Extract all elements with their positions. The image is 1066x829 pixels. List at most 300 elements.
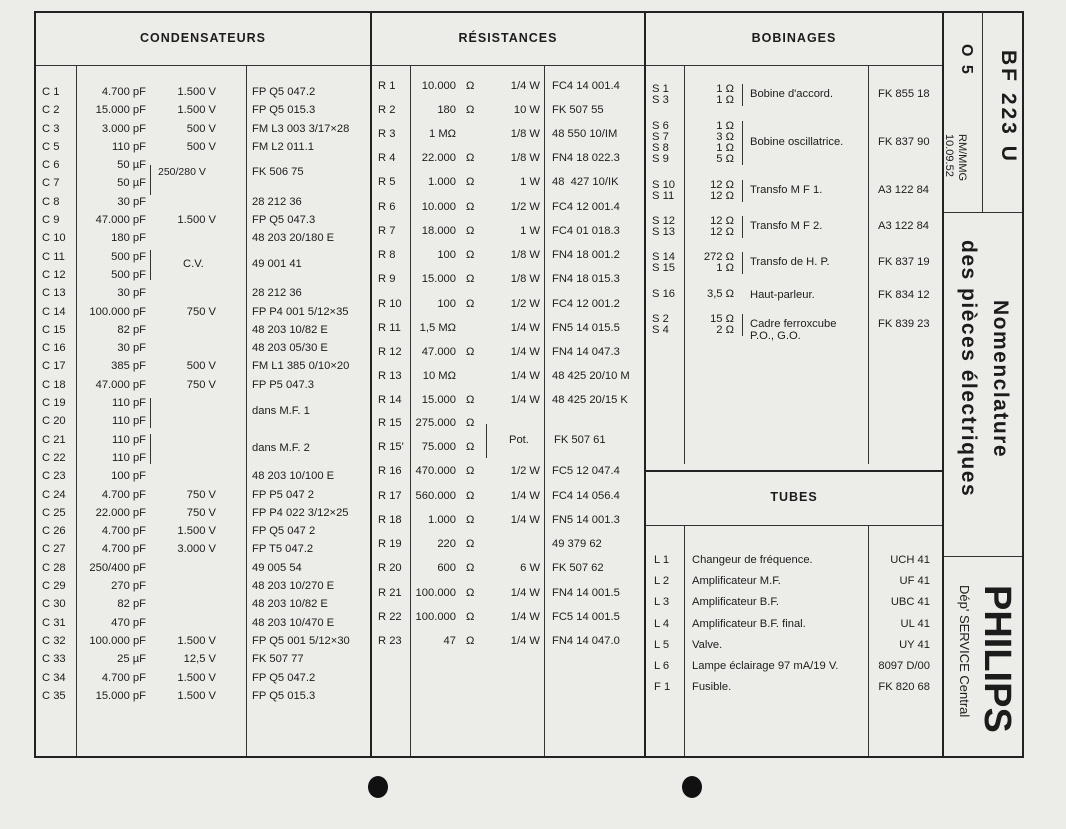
res-part: FK 507 62 <box>552 562 604 574</box>
cond-value: 47.000 pF <box>95 214 146 227</box>
cond-group-voltage: C.V. <box>183 258 204 270</box>
res-value: 470.000 <box>415 465 456 477</box>
cond-ref: C 33 <box>42 653 66 666</box>
res-part: FK 507 55 <box>552 104 604 116</box>
tube-type: UF 41 <box>899 575 930 588</box>
cond-value: 47.000 pF <box>95 378 146 391</box>
coil-refs: S 12 S 13 <box>652 215 676 238</box>
res-ref: R 23 <box>378 635 402 647</box>
coil-description: Bobine d'accord. <box>750 88 833 100</box>
cond-value: 470 pF <box>111 616 146 629</box>
cond-value: 50 µF <box>117 177 146 190</box>
cond-voltage: 1.500 V <box>177 671 216 684</box>
res-unit: Ω <box>466 611 475 623</box>
res-unit: Ω <box>466 249 475 261</box>
column-rule <box>544 66 545 756</box>
coil-part: FK 837 19 <box>878 256 930 268</box>
res-part: FN4 14 047.3 <box>552 346 620 358</box>
punch-hole <box>682 776 702 798</box>
brace <box>742 252 744 274</box>
res-value: 220 <box>437 538 456 550</box>
brace <box>150 398 153 428</box>
res-part: FC4 14 001.4 <box>552 80 620 92</box>
cond-ref: C 26 <box>42 525 66 538</box>
res-ref: R 18 <box>378 514 402 526</box>
heading-condensateurs: CONDENSATEURS <box>140 31 266 45</box>
res-ref: R 14 <box>378 394 402 406</box>
res-part: 49 379 62 <box>552 538 602 550</box>
res-unit: Ω <box>466 298 475 310</box>
res-power: 1/4 W <box>510 346 540 358</box>
cond-part: 48 203 10/100 E <box>252 470 335 483</box>
cond-part: FP P5 047 2 <box>252 488 314 501</box>
res-ref: R 6 <box>378 201 396 213</box>
coil-values: 272 Ω 1 Ω <box>703 251 734 274</box>
cond-ref: C 20 <box>42 415 66 428</box>
res-part: 48 427 10/IK <box>552 176 619 188</box>
cond-voltage <box>150 339 216 357</box>
cond-voltage: 1.500 V <box>177 689 216 702</box>
res-unit: Ω <box>466 176 475 188</box>
tube-description: Amplificateur M.F. <box>692 575 781 588</box>
res-power: 1/4 W <box>510 394 540 406</box>
res-unit: Ω <box>466 490 475 502</box>
res-power: 1/2 W <box>510 298 540 310</box>
cond-part: FP Q5 001 5/12×30 <box>252 634 350 647</box>
cond-value: 30 pF <box>117 195 146 208</box>
cond-voltage: 750 V <box>186 378 216 391</box>
res-value: 100 <box>437 249 456 261</box>
heading-bobinages: BOBINAGES <box>751 31 837 45</box>
res-ref: R 13 <box>378 370 402 382</box>
model-number: BF 223 U <box>997 50 1020 164</box>
res-power: 1/2 W <box>510 201 540 213</box>
cond-voltage: 1.500 V <box>177 214 216 227</box>
res-power: 1/4 W <box>510 322 540 334</box>
cond-voltage: 1.500 V <box>177 634 216 647</box>
cond-value: 4.700 pF <box>101 671 146 684</box>
column-rule <box>684 66 685 464</box>
cond-ref: C 22 <box>42 451 66 464</box>
res-value: 22.000 <box>421 152 456 164</box>
title-line-2: des pièces électriques <box>957 240 980 498</box>
res-value: 15.000 <box>421 273 456 285</box>
cond-ref: C 15 <box>42 323 66 336</box>
tube-ref: L 6 <box>654 660 670 672</box>
cond-ref: C 7 <box>42 177 60 190</box>
title-line-1: Nomenclature <box>989 300 1012 459</box>
cond-value: 25 µF <box>117 653 146 666</box>
cond-part: FP Q5 047.3 <box>252 214 316 227</box>
panel-rule <box>944 212 1022 213</box>
res-ref: R 11 <box>378 322 401 334</box>
cond-voltage <box>150 412 216 430</box>
res-ref: R 12 <box>378 346 402 358</box>
header-rule <box>646 65 942 66</box>
cond-ref: C 13 <box>42 287 66 300</box>
res-power: 1/4 W <box>510 611 540 623</box>
brace <box>742 216 744 238</box>
cond-value: 4.700 pF <box>101 543 146 556</box>
coil-description: Haut-parleur. <box>750 289 815 301</box>
res-part: FN4 14 001.5 <box>552 587 620 599</box>
coil-part: A3 122 84 <box>878 184 930 196</box>
res-power: 1/4 W <box>510 514 540 526</box>
cond-part: FM L1 385 0/10×20 <box>252 360 350 373</box>
res-unit: Ω <box>466 273 475 285</box>
cond-voltage: 12,5 V <box>183 653 216 666</box>
cond-ref: C 31 <box>42 616 66 629</box>
res-part: 48 425 20/10 M <box>552 370 630 382</box>
res-part-column <box>552 80 644 680</box>
cond-voltage: 750 V <box>186 506 216 519</box>
coil-refs: S 16 <box>652 288 676 300</box>
res-ref: R 17 <box>378 490 402 502</box>
res-unit: Ω <box>466 635 475 647</box>
res-value: 1.000 <box>428 176 456 188</box>
brace <box>150 434 153 464</box>
cond-value: 4.700 pF <box>101 86 146 98</box>
res-group-power: Pot. <box>509 434 529 446</box>
res-part: FC4 01 018.3 <box>552 225 620 237</box>
cond-voltage <box>150 284 216 302</box>
res-unit: Ω <box>466 346 475 358</box>
res-unit: Ω <box>466 587 475 599</box>
tube-type: UY 41 <box>899 638 930 651</box>
res-part: FN4 18 022.3 <box>552 152 620 164</box>
res-power-column <box>494 80 540 680</box>
res-part: 48 425 20/15 K <box>552 394 628 406</box>
cond-voltage: 750 V <box>186 488 216 501</box>
column-rule <box>868 66 869 464</box>
tube-ref: L 1 <box>654 554 670 566</box>
cond-voltage: 500 V <box>186 140 216 153</box>
res-value-column <box>412 80 456 680</box>
brace <box>742 314 744 336</box>
cond-ref: C 17 <box>42 360 66 373</box>
res-value: 10.000 <box>421 201 456 213</box>
sheet-number: O 5 <box>958 44 975 76</box>
res-power: 1/4 W <box>510 80 540 92</box>
res-value: 10 MΩ <box>422 370 456 382</box>
punch-hole <box>368 776 388 798</box>
res-ref: R 16 <box>378 465 402 477</box>
cond-group-part: dans M.F. 2 <box>252 442 310 454</box>
cond-value: 30 pF <box>117 342 146 355</box>
section-divider <box>942 11 944 758</box>
res-ref: R 10 <box>378 298 402 310</box>
cond-part: FP P5 047.3 <box>252 378 314 391</box>
cond-ref: C 27 <box>42 543 66 556</box>
cond-voltage: 500 V <box>186 360 216 373</box>
res-power: 1 W <box>520 225 540 237</box>
cond-part: 48 203 10/82 E <box>252 323 328 336</box>
res-part: FC5 14 001.5 <box>552 611 620 623</box>
cond-value: 82 pF <box>117 598 146 611</box>
tube-description: Valve. <box>692 638 723 651</box>
cond-value: 15.000 pF <box>95 689 146 702</box>
res-value: 18.000 <box>421 225 456 237</box>
cond-ref: C 16 <box>42 342 66 355</box>
cond-ref: C 18 <box>42 378 66 391</box>
cond-group-part: 49 001 41 <box>252 258 302 270</box>
cond-value: 15.000 pF <box>95 104 146 117</box>
heading-tubes: TUBES <box>770 490 818 504</box>
coil-description: Transfo de H. P. <box>750 256 830 268</box>
cond-part: 48 203 10/270 E <box>252 580 335 593</box>
res-ref: R 5 <box>378 176 396 188</box>
cond-value: 22.000 pF <box>95 506 146 519</box>
res-power: 6 W <box>520 562 540 574</box>
res-power: 1/8 W <box>510 152 540 164</box>
coil-part: FK 855 18 <box>878 88 930 100</box>
cond-ref: C 19 <box>42 397 66 410</box>
tube-type: 8097 D/00 <box>878 660 930 672</box>
tube-type: UBC 41 <box>890 596 930 609</box>
coil-values: 15 Ω 2 Ω <box>710 313 734 336</box>
column-rule <box>246 66 247 756</box>
res-value: 47 <box>443 635 456 647</box>
cond-part: 48 203 20/180 E <box>252 232 335 245</box>
tubes-header-rule <box>646 525 942 526</box>
cond-ref: C 10 <box>42 232 66 245</box>
cond-value-column <box>76 83 146 705</box>
cond-value: 4.700 pF <box>101 488 146 501</box>
res-power: 1/8 W <box>510 273 540 285</box>
cond-ref: C 35 <box>42 689 66 702</box>
cond-voltage: 750 V <box>186 305 216 318</box>
cond-voltage <box>150 577 216 595</box>
tube-type: FK 820 68 <box>878 681 930 694</box>
cond-part: FP Q5 015.3 <box>252 104 316 117</box>
res-value: 100.000 <box>415 587 456 599</box>
coil-part: FK 839 23 <box>878 318 930 330</box>
res-value: 600 <box>437 562 456 574</box>
coil-values: 1 Ω 3 Ω 1 Ω 5 Ω <box>716 120 734 165</box>
cond-part: FP Q5 047.2 <box>252 671 316 684</box>
res-unit: Ω <box>466 152 475 164</box>
res-power: 1/8 W <box>510 128 540 140</box>
res-ref: R 3 <box>378 128 396 140</box>
cond-voltage <box>150 467 216 485</box>
res-value: 10.000 <box>421 80 456 92</box>
cond-part: FP Q5 047.2 <box>252 86 316 98</box>
res-part: FN5 14 001.3 <box>552 514 620 526</box>
res-value: 75.000 <box>421 441 456 453</box>
res-value: 15.000 <box>421 394 456 406</box>
cond-voltage: 3.000 V <box>177 543 216 556</box>
cond-ref: C 8 <box>42 195 60 208</box>
doc-date: 10.09.52 <box>943 134 955 177</box>
cond-value: 500 pF <box>111 250 146 263</box>
brace <box>742 84 744 106</box>
res-ref: R 9 <box>378 273 396 285</box>
coil-refs: S 14 S 15 <box>652 251 676 274</box>
res-power: 1/4 W <box>510 490 540 502</box>
cond-value: 110 pF <box>112 397 146 410</box>
res-part: FC4 12 001.2 <box>552 298 620 310</box>
coil-part: FK 837 90 <box>878 136 930 148</box>
cond-part: FM L2 011.1 <box>252 140 314 153</box>
res-unit: Ω <box>466 538 475 550</box>
cond-voltage: 500 V <box>186 122 216 135</box>
cond-ref: C 28 <box>42 561 66 574</box>
cond-part: 48 203 10/82 E <box>252 598 328 611</box>
res-power: 1 W <box>520 176 540 188</box>
res-part: 48 550 10/IM <box>552 128 618 140</box>
cond-ref: C 3 <box>42 122 60 135</box>
brace <box>150 250 153 280</box>
cond-part: FK 507 77 <box>252 653 304 666</box>
res-value: 100 <box>437 298 456 310</box>
cond-voltage <box>150 614 216 632</box>
cond-value: 100 pF <box>111 470 146 483</box>
tube-description: Changeur de fréquence. <box>692 554 813 566</box>
coil-values: 12 Ω 12 Ω <box>710 215 734 238</box>
res-value: 1 MΩ <box>428 128 456 140</box>
cond-value: 270 pF <box>111 580 146 593</box>
cond-voltage <box>150 229 216 247</box>
res-value: 1.000 <box>428 514 456 526</box>
cond-part: FP Q5 047 2 <box>252 525 316 538</box>
res-ref: R 22 <box>378 611 402 623</box>
cond-part: FP T5 047.2 <box>252 543 314 556</box>
cond-ref: C 2 <box>42 104 60 117</box>
coil-refs: S 1 S 3 <box>652 83 669 106</box>
header-rule <box>36 65 370 66</box>
coil-part: FK 834 12 <box>878 289 930 301</box>
cond-value: 250/400 pF <box>89 561 146 574</box>
cond-part: FP P4 022 3/12×25 <box>252 506 349 519</box>
res-part: FN4 18 015.3 <box>552 273 620 285</box>
brace <box>742 121 744 165</box>
column-rule <box>684 526 685 756</box>
res-power: 1/4 W <box>510 635 540 647</box>
res-power: 1/8 W <box>510 249 540 261</box>
cond-ref: C 12 <box>42 268 66 281</box>
cond-voltage: 1.500 V <box>177 104 216 117</box>
tube-ref: L 2 <box>654 575 670 588</box>
cond-value: 500 pF <box>111 268 146 281</box>
cond-voltage <box>150 595 216 613</box>
tube-ref: L 3 <box>654 596 670 609</box>
cond-value: 82 pF <box>117 323 146 336</box>
res-value: 180 <box>437 104 456 116</box>
res-power: 10 W <box>513 104 540 116</box>
section-divider <box>370 11 372 758</box>
tube-ref: L 4 <box>654 617 670 630</box>
cond-value: 50 µF <box>117 159 146 172</box>
res-part: FN5 14 015.5 <box>552 322 620 334</box>
tube-ref: L 5 <box>654 638 670 651</box>
cond-ref: C 11 <box>42 250 65 263</box>
res-ref-column <box>378 80 410 680</box>
cond-value: 100.000 pF <box>89 305 146 318</box>
cond-part: 49 005 54 <box>252 561 302 574</box>
res-unit: Ω <box>466 441 475 453</box>
philips-logo: PHILIPS <box>976 585 1018 733</box>
cond-ref: C 9 <box>42 214 60 227</box>
res-part: FC4 12 001.4 <box>552 201 620 213</box>
res-unit: Ω <box>466 104 475 116</box>
res-group-part: FK 507 61 <box>554 434 606 446</box>
tube-description: Lampe éclairage 97 mA/19 V. <box>692 660 839 672</box>
column-rule <box>868 526 869 756</box>
res-unit: Ω <box>466 80 475 92</box>
res-part: FC5 12 047.4 <box>552 465 620 477</box>
coil-description: Cadre ferroxcube P.O., G.O. <box>750 318 837 342</box>
cond-part: FP P4 001 5/12×35 <box>252 305 349 318</box>
cond-part: 28 212 36 <box>252 287 302 300</box>
cond-ref: C 25 <box>42 506 66 519</box>
cond-ref-column <box>42 83 76 705</box>
coil-description: Transfo M F 2. <box>750 220 823 232</box>
res-value: 47.000 <box>421 346 456 358</box>
coil-values: 1 Ω 1 Ω <box>716 83 734 106</box>
res-ref: R 4 <box>378 152 396 164</box>
cond-part: FP Q5 015.3 <box>252 689 316 702</box>
cond-voltage: 1.500 V <box>177 86 216 98</box>
res-unit: Ω <box>466 465 475 477</box>
res-power: 1/2 W <box>510 465 540 477</box>
coil-description: Bobine oscillatrice. <box>750 136 844 148</box>
brace <box>484 424 487 458</box>
header-rule <box>372 65 644 66</box>
cond-group-part: dans M.F. 1 <box>252 405 310 417</box>
brace <box>742 180 744 202</box>
cond-part: 48 203 10/470 E <box>252 616 335 629</box>
cond-voltage <box>150 559 216 577</box>
cond-voltage: 1.500 V <box>177 525 216 538</box>
coil-description: Transfo M F 1. <box>750 184 823 196</box>
heading-resistances: RÉSISTANCES <box>458 31 558 45</box>
coil-refs: S 2 S 4 <box>652 313 669 336</box>
cond-voltage <box>150 193 216 211</box>
section-divider <box>644 11 646 758</box>
res-unit: Ω <box>466 225 475 237</box>
res-unit: Ω <box>466 562 475 574</box>
res-ref: R 8 <box>378 249 396 261</box>
tube-description: Fusible. <box>692 681 732 694</box>
res-ref: R 15' <box>378 441 404 453</box>
tube-type: UL 41 <box>900 617 930 630</box>
cond-value: 3.000 pF <box>101 122 146 135</box>
cond-voltage <box>150 394 216 412</box>
panel-rule <box>982 12 983 212</box>
tubes-rule <box>646 470 942 472</box>
cond-ref: C 14 <box>42 305 66 318</box>
panel-rule <box>944 556 1022 557</box>
cond-group-voltage: 250/280 V <box>158 166 206 178</box>
res-ref: R 21 <box>378 587 402 599</box>
res-unit: Ω <box>466 417 475 429</box>
res-value: 560.000 <box>415 490 456 502</box>
service-label: Dép' SERVICE Central <box>957 585 972 718</box>
cond-ref: C 24 <box>42 488 66 501</box>
res-value: 1,5 MΩ <box>419 322 456 334</box>
cond-value: 4.700 pF <box>101 525 146 538</box>
cond-voltage <box>150 321 216 339</box>
res-ref: R 15 <box>378 417 402 429</box>
cond-ref: C 34 <box>42 671 66 684</box>
cond-ref: C 32 <box>42 634 66 647</box>
res-ref: R 20 <box>378 562 402 574</box>
res-part: FN4 14 047.0 <box>552 635 620 647</box>
res-unit: Ω <box>466 201 475 213</box>
res-power: 1/4 W <box>510 587 540 599</box>
cond-voltage <box>150 449 216 467</box>
res-unit: Ω <box>466 514 475 526</box>
